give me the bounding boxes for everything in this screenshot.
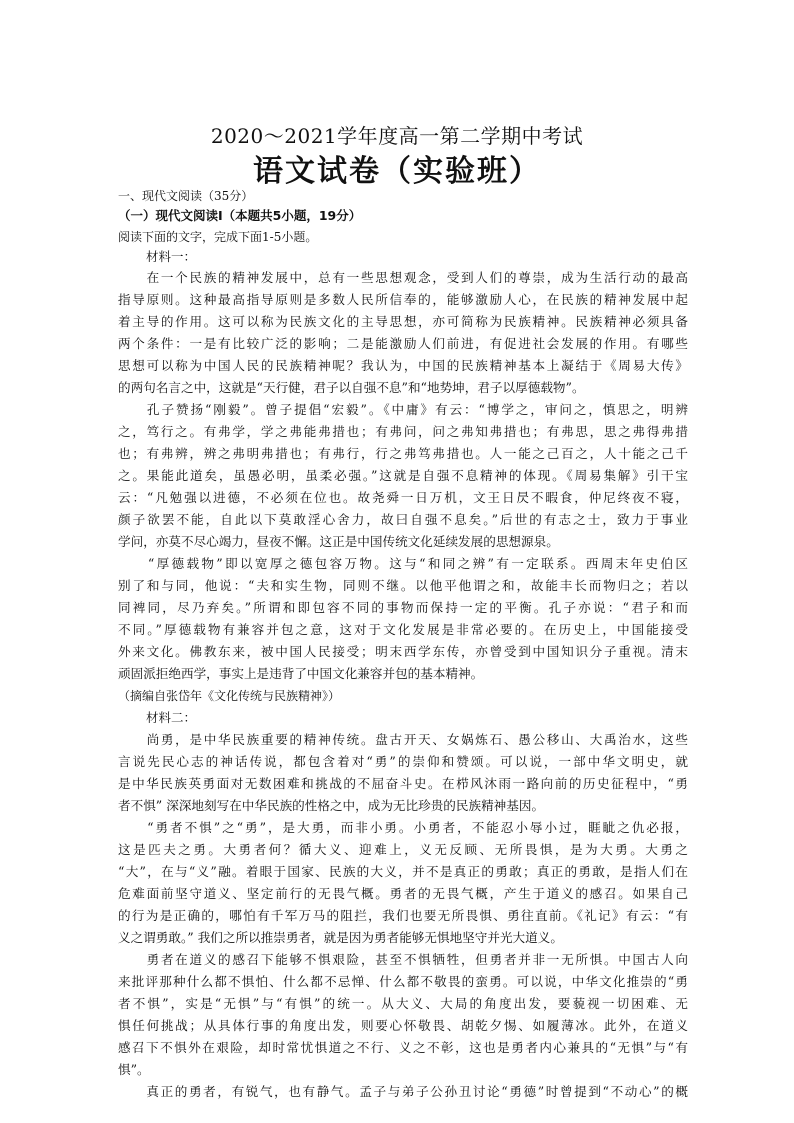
paragraph-line: 勇者在道义的感召下能够不惧艰险，甚至不惧牺牲，但勇者并非一无所惧。中国古人向 (118, 952, 688, 967)
paragraph-line: 不同。”厚德载物有兼容并包之意，这对于文化发展是非常必要的。在历史上，中国能接受 (118, 622, 688, 637)
paragraph-line: 来批评那种什么都不惧怕、什么都不忌惮、什么都不敬畏的蛮勇。可以说，中华文化推崇的“勇 (118, 974, 688, 989)
paragraph-line: 是中华民族英勇面对无数困难和挑战的不屈奋斗史。在栉风沐雨一路向前的历史征程中，“勇 (118, 776, 688, 791)
exam-subtitle: 语文试卷（实验班） (253, 154, 541, 189)
material-1-label: 材料一： (146, 249, 197, 264)
paragraph-line: 着主导的作用。这可以称为民族文化的主导思想，亦可简称为民族精神。民族精神必须具备 (118, 314, 688, 329)
paragraph-line: 惧”。 (118, 1062, 150, 1077)
paragraph-line: “大”，在与“义”融。着眼于国家、民族的大义，并不是真正的勇敢；真正的勇敢，是指人们在 (118, 864, 688, 879)
section-heading: 一、现代文阅读（35分） (118, 189, 254, 203)
sub-section-heading: （一）现代文阅读Ⅰ（本题共5小题，19分） (118, 208, 362, 223)
paragraph-line: 义之谓勇敢。” 我们之所以推崇勇者，就是因为勇者能够无惧地坚守并光大道义。 (118, 930, 563, 945)
paragraph-line: 惧任何挑战；从具体行事的角度出发，则要心怀敬畏、胡乾夕惕、如履薄冰。此外，在道义 (118, 1018, 688, 1033)
paragraph-line: 同裨同，尽乃弃矣。”所谓和即包容不同的事物而保持一定的平衡。孔子亦说：“君子和而 (118, 600, 688, 615)
paragraph-line: 两个条件：一是有比较广泛的影响；二是能激励人们前进，有促进社会发展的作用。有哪些 (118, 336, 688, 351)
paragraph-line: 危难面前坚守道义、坚定前行的无畏气概。勇者的无畏气概，产生于道义的感召。如果自己 (118, 886, 688, 901)
paragraph-line: 者不惧” 深深地刻写在中华民族的性格之中，成为无比珍贵的民族精神基因。 (118, 798, 545, 813)
paragraph-line: 这是匹夫之勇。大勇者何？循大义、迎难上，义无反顾、无所畏惧，是为大勇。大勇之 (118, 842, 688, 857)
paragraph-line: 孔子赞扬“刚毅”。曾子提倡“宏毅”。《中庸》有云：“博学之，审问之，慎思之，明辨 (118, 402, 688, 417)
paragraph-line: “厚德载物”即以宽厚之德包容万物。这与“和同之辨”有一定联系。西周末年史伯区 (118, 556, 688, 571)
paragraph-line: 真正的勇者，有锐气，也有静气。孟子与弟子公孙丑讨论“勇德”时曾提到“不动心”的概 (118, 1084, 688, 1099)
material-1-source: （摘编自张岱年《文化传统与民族精神》） (118, 689, 341, 703)
material-2-label: 材料二： (146, 710, 197, 725)
paragraph-line: 思想可以称为中国人民的民族精神呢？我认为，中国的民族精神基本上凝结于《周易大传》 (118, 358, 688, 373)
paragraph-line: 学问，亦莫不尽心竭力，昼夜不懈。这正是中国传统文化延续发展的思想源泉。 (118, 534, 559, 549)
paragraph-line: 之，笃行之。有弗学，学之弗能弗措也；有弗问，问之弗知弗措也；有弗思，思之弗得弗措 (118, 424, 688, 439)
paragraph-line: 颜子欲罢不能，自此以下莫敢淫心舍力，故曰自强不息矣。”后世的有志之士，致力于事业 (118, 512, 688, 527)
paragraph-line: 指导原则。这种最高指导原则是多数人民所信奉的，能够激励人心，在民族的精神发展中起 (118, 292, 688, 307)
paragraph-line: 外来文化。佛教东来，被中国人民接受；明末西学东传，亦曾受到中国知识分子重视。清末 (118, 644, 688, 659)
paragraph-line: 言说先民心志的神话传说，都包含着对“勇”的崇仰和赞颂。可以说，一部中华文明史，就 (118, 754, 688, 769)
paragraph-line: 尚勇，是中华民族重要的精神传统。盘古开天、女娲炼石、愚公移山、大禹治水，这些 (118, 732, 688, 747)
paragraph-line: 别了和与同，他说：“夫和实生物，同则不继。以他平他谓之和，故能丰长而物归之；若以 (118, 578, 688, 593)
paragraph-line: 云：“凡勉强以进德，不必须在位也。故尧舜一日万机，文王日昃不暇食，仲尼终夜不寝， (118, 490, 688, 505)
paragraph-line: 也；有弗辨，辨之弗明弗措也；有弗行，行之弗笃弗措也。人一能之己百之，人十能之己千 (118, 446, 688, 461)
paragraph-line: 感召下不惧外在艰险，却时常忧惧道之不行、义之不彰，这也是勇者内心兼具的“无惧”与“有 (118, 1040, 688, 1055)
paragraph-line: 之。果能此道矣，虽愚必明，虽柔必强。”这就是自强不息精神的体现。《周易集解》引干宝 (118, 468, 688, 483)
instruction-text: 阅读下面的文字，完成下面1-5小题。 (118, 230, 318, 244)
paragraph-line: 者不惧”，实是“无惧”与“有惧”的统一。从大义、大局的角度出发，要藐视一切困难、无 (118, 996, 688, 1011)
paragraph-line: 在一个民族的精神发展中，总有一些思想观念，受到人们的尊崇，成为生活行动的最高 (118, 270, 688, 285)
exam-title: 2020～2021学年度高一第二学期中考试 (210, 124, 584, 148)
paragraph-line: “勇者不惧”之“勇”，是大勇，而非小勇。小勇者，不能忍小辱小过，睚眦之仇必报， (118, 820, 688, 835)
paragraph-line: 的行为是正确的，哪怕有千军万马的阻拦，我们也要无所畏惧、勇往直前。《礼记》有云：“有 (118, 908, 688, 923)
paragraph-line: 的两句名言之中，这就是“天行健，君子以自强不息”和“地势坤，君子以厚德载物”。 (118, 380, 585, 395)
paragraph-line: 顽固派拒绝西学，事实上是违背了中国文化兼容并包的基本精神。 (118, 666, 484, 681)
